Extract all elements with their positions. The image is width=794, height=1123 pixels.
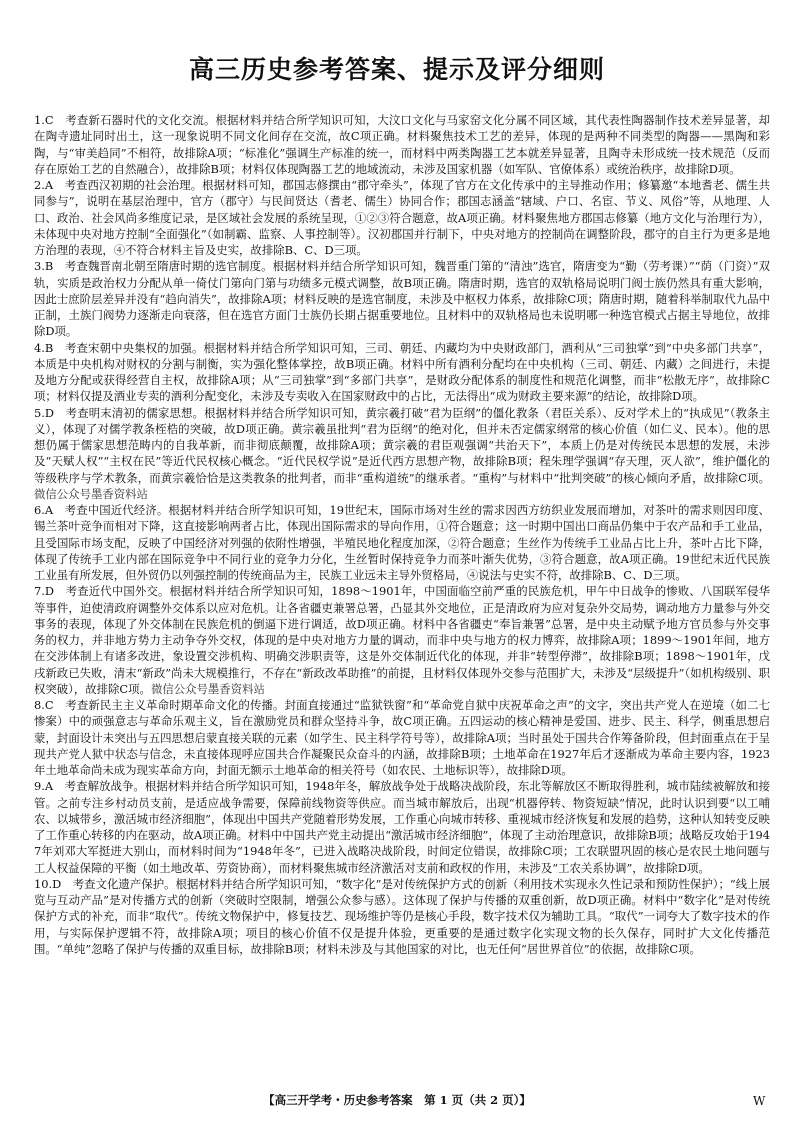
- answer-number: 6.: [34, 503, 45, 517]
- answer-text: A 考查中国近代经济。根据材料并结合所学知识可知，19世纪末，国际市场对生丝的需求因西方纺织业发展而增加，对茶叶的需求则因印度、锡兰茶叶竞争而相对下降，这直接影响两者占比，体现出国际需求的导向作用，①符合题意；这一时期中国出口商品仍集中于农产品和手工业品，且受国际市场支配，反映了中国经济对列强的依附性增强，半殖民地化程度加深，②符合题意；生丝作为传统手工业品占比上升，茶叶占比下降，体现了传统手工业内部在国际竞争中不同行业的竞争力分化，生丝暂时保持竞争力而茶叶渐失优势，③符合题意，故A项正确。19世纪末近代民族工业虽有所发展，但外贸仍以列强控制的传统商品为主，民族工业远未主导外贸格局，④说法与史实不符，故排除B、C、D三项。: [34, 503, 770, 582]
- answer-text: C 考查新民主主义革命时期革命文化的传播。封面直接通过“监狱铁窗”和“革命党自狱中庆祝革命之声”的文字，突出共产党人在逆境（如二七惨案）中的顽强意志与革命乐观主义，旨在激励党员和群众坚持斗争，故C项正确。五四运动的核心精神是爱国、进步、民主、科学，侧重思想启蒙，封面设计未突出与五四思想启蒙直接关联的元素（如学生、民主科学符号等），故排除A项；当时虽处于国共合作筹备阶段，但封面重点在于呈现共产党人狱中状态与信念，未直接体现呼应国共合作凝聚民众奋斗的内涵，故排除B项；土地革命在1927年后才逐渐成为革命主要内容，1923年土地革命尚未成为现实革命方向，封面无额示土地革命的相关符号（如农民、土地标识等），故排除D项。: [34, 698, 770, 777]
- answer-item: [34, 502, 770, 583]
- answer-item: [34, 697, 770, 778]
- answer-item: [34, 583, 770, 697]
- answer-item: [34, 340, 770, 405]
- answer-number: 8.: [34, 698, 45, 712]
- watermark-text: 微信公众号墨香资料站: [34, 486, 148, 501]
- answer-item: [34, 258, 770, 339]
- answer-item: [34, 876, 770, 957]
- answer-number: 5.: [34, 405, 45, 420]
- answer-item: [34, 112, 770, 177]
- answer-number: 7.: [34, 584, 45, 599]
- answer-text: A 考查解放战争。根据材料并结合所学知识可知，1948年冬，解放战争处于战略决战阶段，东北等解放区不断取得胜利，城市陆续被解放和接管。之前专注乡村动员支前，是适应战争需要，保障前线物资等供应。而当城市解放后，出现“机器停转、物资短缺”情况，此时认识到要“以工哺农、以城带乡，激活城市经济细胞”，体现出中国共产党随着形势发展，工作重心向城市转移、重视城市经济恢复和发展的趋势，这种认知转变反映了工作重心转移的内在驱动，故A项正确。材料中中国共产党主动提出“激活城市经济细胞”，体现了主动治理意识，故排除B项；战略反攻始于1947年刘邓大军挺进大别山，而材料时间为“1948年冬”，已进入战略决战阶段，时间定位错误，故排除C项；工农联盟巩固的核心是农民土地问题与工人权益保障的平衡（如土地改革、劳资协商），而材料聚焦城市经济激活对支前和政权的作用，未涉及“工农关系协调”，故排除D项。: [34, 779, 770, 875]
- answer-number: 3.: [34, 259, 45, 274]
- answer-text: D 考查明末清初的儒家思想。根据材料并结合所学知识可知，黄宗羲打破“君为臣纲”的僵化教条（君臣关系）、反对学术上的“执成见”（教条主义），体现了对儒学教条桎梏的突破，故D项正确。黄宗羲虽批判“君为臣纲”的绝对化，但并未否定儒家纲常的核心价值（如仁义、民本）。他的思想仍属于儒家思想范畴内的自我革新，而非彻底颠覆，故排除A项；黄宗羲的君臣观强调“共治天下”，本质上仍是对传统民本思想的发展，未涉及“天赋人权”“主权在民”等近代民权核心概念。“近代民权学说”是近代西方思想产物，故排除B项；程朱理学强调“存天理，灭人欲”，维护僵化的等级秩序与学术教条，而黄宗羲恰恰是这类教条的批判者，而非“重构道统”的继承者。“重构”与材料中“批判突破”的核心倾向矛盾，故排除C项。: [34, 405, 770, 485]
- answer-text: D 考查文化遗产保护。根据材料并结合所学知识可知，“数字化”是对传统保护方式的创新（利用技术实现永久性记录和预防性保护）；“线上展览与互动产品”是对传播方式的创新（突破时空限制，增强公众参与感）。这体现了保护与传播的双重创新，故D项正确。材料中“数字化”是对传统保护方式的补充，而非“取代”。传统文物保护中，修复技艺、现场维护等仍是核心手段，数字技术仅为辅助工具。“取代”一词夸大了数字技术的作用，与实际保护逻辑不符，故排除A项；项目的核心价值不仅是提升体验，更重要的是通过数字化实现文物的长久保存，同时扩大文化传播范围。“单纯”忽略了保护与传播的双重目标，故排除B项；材料未涉及与其他国家的对比，也无任何“居世界首位”的依据，故排除C项。: [34, 876, 770, 956]
- answer-number: 1.: [34, 113, 45, 127]
- answer-item: [34, 405, 770, 503]
- footer-code: W: [753, 1094, 766, 1108]
- answer-text: B 考查魏晋南北朝至隋唐时期的选官制度。根据材料并结合所学知识可知，魏晋重门第的“清浊”选官，隋唐变为“勤（劳考课）”“荫（门资）”双轨，实质是政治权力分配从单一倚仗门第向门第与功绩多元模式调整，故B项正确。隋唐时期，选官的双轨格局说明门阀士族仍然具有重大影响，因此士庶阶层差异并没有“趋向消失”，故排除A项；材料反映的是选官制度，未涉及中枢权力体系，故排除C项；隋唐时期，随着科举制取代九品中正制，土族门阀势力逐渐走向衰落，但在选官方面门士族仍长期占据重要地位。且材料中的双轨格局也未说明哪一种选官模式占据主导地位，故排除D项。: [34, 259, 770, 339]
- watermark-text: 微信公众号墨香资料站: [150, 681, 265, 696]
- page-title: 高三历史参考答案、提示及评分细则: [188, 55, 605, 84]
- answer-number: 4.: [34, 340, 45, 355]
- answer-item: [34, 177, 770, 258]
- answer-number: 9.: [34, 779, 45, 794]
- answer-item: [34, 778, 770, 876]
- answer-text: D 考查近代中国外交。根据材料并结合所学知识可知，1898～1901年，中国面临空前严重的民族危机，甲午中日战争的惨败、八国联军侵华等事件，迫使清政府调整外交体系以应对危机。让各省疆吏兼署总署，凸显其外交地位，正是清政府为应对复杂外交局势，调动地方力量参与外交事务的表现，体现了外交体制在民族危机的倒逼下进行调适，故D项正确。材料中各省疆吏“奉旨兼署”总署，是中央主动赋予地方官员参与外交事务的权力，并非地方势力主动争夺外交权，体现的是中央对地方力量的调动，而非中央与地方的权力博弈，故排除A项；1899～1901年间，地方在交涉体制上有诸多改进，象设置交涉机构、明确交涉职责等，这是外交体制近代化的体现，并非“转型停滞”，故排除B项；1898～1901年，戊戌新政已失败，清末“新政”尚未大规模推行，不存在“新政改革助推”的前提，且材料仅体现外交参与范围扩大，未涉及“层级提升”（如机构级别、职权突破），故排除C项。: [34, 584, 770, 696]
- answer-text: B 考查宋朝中央集权的加强。根据材料并结合所学知识可知，三司、朝廷、内藏均为中央财政部门，酒利从“三司独掌”到“中央多部门共享”，本质是中央机构对财权的分割与制衡，实为强化整体掌控，故B项正确。材料中所有酒利分配均在中央机构（三司、朝廷、内藏）之间进行，未提及地方分配或获得经营自主权，故排除A项；从“三司独掌”到“多部门共享”，是财政分配体系的制度性和规范化调整，而非“松散无序”，故排除C项；材料仅提及酒业专卖的酒利分配变化，未涉及专卖收入在国家财政中的占比，无法得出“成为财政主要来源”的结论，故排除D项。: [34, 340, 770, 404]
- answers-list: [34, 112, 770, 957]
- answer-text: A 考查西汉初期的社会治理。根据材料可知，郡国志修撰由“郡守牵头”，体现了官方在文化传承中的主导推动作用；修纂邀“本地耆老、儒生共同参与”，说明在基层治理中，官方（郡守）与民间贤达（耆老、儒生）协同合作；郡国志涵盖“辖域、户口、名宦、节义、风俗”等，从地理、人口、政治、社会风尚多维度记录，是区域社会发展的系统呈现，①②③符合题意，故A项正确。材料聚焦地方郡国志修纂（地方文化与治理行为），未体现中央对地方控制“全面强化”（如制霸、监察、人事控制等）。汉初郡国并行制下，中央对地方的控制尚在调整阶段，郡守的自主行为更多是地方治理的表现，④不符合材料主旨及史实，故排除B、C、D三项。: [34, 178, 770, 257]
- answer-number: 2.: [34, 178, 45, 192]
- answer-text: C 考查新石器时代的文化交流。根据材料并结合所学知识可知，大汶口文化与马家窑文化分属不同区域，其代表性陶器制作技术差异显著，却在陶寺遗址同时出土，这一现象说明不同文化间存在交流，故C项正确。材料聚焦技术工艺的差异，体现的是两种不同类型的陶器——黑陶和彩陶，与“审美趋同”不相符，故排除A项；“标准化”强调生产标准的统一，而材料中两类陶器工艺本就差异显著，且陶寺未形成统一技术规范（反而存在原始工艺的自然融合），故排除B项；材料仅体现陶器工艺的地域流动，未涉及国家机器（如军队、官僚体系）或统治秩序，故排除D项。: [34, 113, 770, 176]
- answer-number: 10.: [34, 876, 53, 891]
- page-footer: 【高三开学考・历史参考答案 第 1 页（共 2 页）】: [263, 1093, 531, 1107]
